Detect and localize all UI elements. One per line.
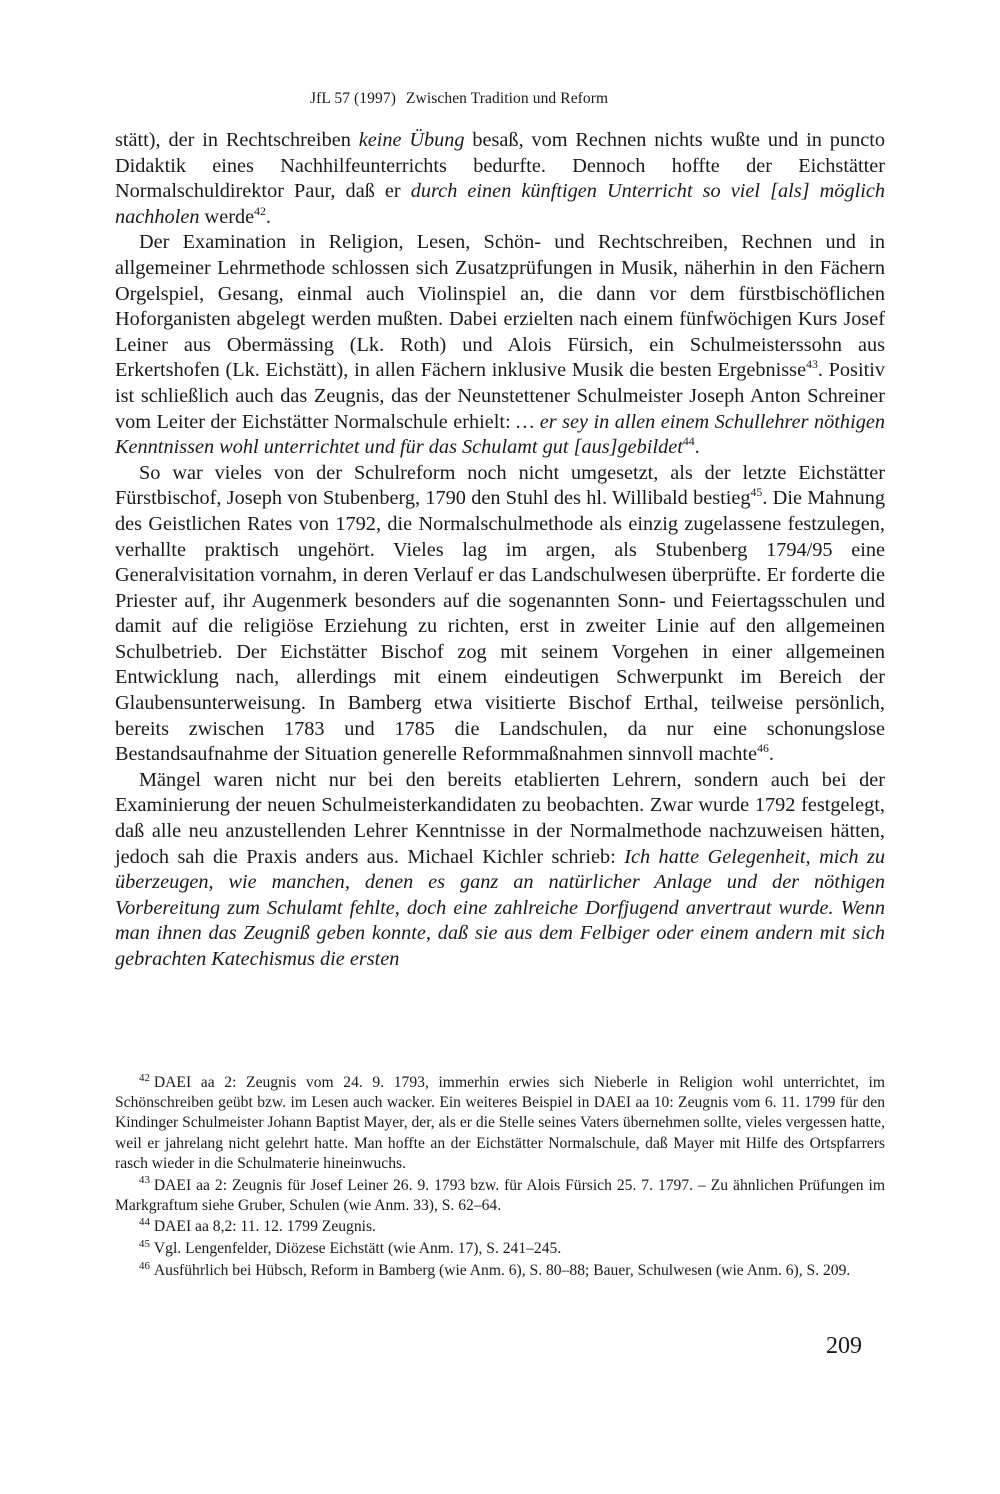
paragraph-4: Mängel waren nicht nur bei den bereits etablierten Lehrern, sondern auch bei der Examinierung der neuen Schulmeisterkandidaten zu beobachten. Zwar wurde 1792 festgelegt, daß alle neu anzustellenden Lehrer Kenntnisse in der Normalmethode nachzuweisen hätten, jedoch sah die Praxis anders aus. Michael Kichler schrieb: Ich hatte Gelegenheit, mich zu überzeugen, wie manchen, denen es ganz an natürlicher Anlage und der nöthigen Vorbereitung zum Schulamt fehlte, doch eine zahlreiche Dorfjugend anvertraut wurde. Wenn man ihnen das Zeugniß geben konnte, daß sie aus dem Felbiger oder einem andern mit sich gebrachten Katechismus die ersten (115, 768, 885, 970)
paragraph-2: Der Examination in Religion, Lesen, Schön- und Rechtschreiben, Rechnen und in allgemeiner Lehrmethode schlossen sich Zusatzprüfungen in Musik, näherhin in den Fächern Orgelspiel, Gesang, einmal auch Violinspiel an, die dann vor dem fürstbischöflichen Hoforganisten abgelegt werden mußten. Dabei erzielten nach einem fünfwöchigen Kurs Josef Leiner aus Obermässing (Lk. Roth) und Alois Fürsich, ein Schulmeisterssohn aus Erkertshofen (Lk. Eichstätt), in allen Fächern inklusive Musik die besten Ergebnisse$^{43}$. Positiv ist schließlich auch das Zeugnis, das der Neunstettener Schulmeister Joseph Anton Schreiner vom Leiter der Eichstätter Normalschule erhielt: … er sey in allen einem Schullehrer nöthigen Kenntnissen wohl unterrichtet und für das Schulamt gut [aus]gebildet$^{44}$. (115, 231, 885, 459)
italic-quote: durch einen künftigen Unterricht so viel [als] möglich nachholen (115, 180, 886, 228)
footnote-44 (115, 1217, 885, 1237)
footnote-ref-42: 42 (254, 205, 266, 219)
footnote-ref-45: 45 (750, 486, 763, 500)
footnote-text: Ausführlich bei Hübsch, Reform in Bamberg (wie Anm. 6), S. 80–88; Bauer, Schulwesen (wie Anm. 6), S. 209. (153, 1261, 851, 1279)
italic-quote: keine Übung (358, 129, 465, 151)
footnote-ref-46: 46 (757, 742, 769, 756)
body-text (115, 128, 885, 973)
footnote-ref-44: 44 (682, 435, 695, 449)
paragraph-1: stätt), der in Rechtschreiben keine Übung besaß, vom Rechnen nichts wußte und in puncto Didaktik eines Nachhilfeunterrichts bedurfte. Dennoch hoffte der Eichstätter Normalschuldirektor Paur, daß er durch einen künftigen Unterricht so viel [als] möglich nachholen werde$^{42}$. (115, 129, 886, 228)
footnote-46 (115, 1261, 885, 1281)
footnote-text: DAEI aa 2: Zeugnis vom 24. 9. 1793, immerhin erwies sich Nieberle in Religion wohl unterrichtet, im Schönschreiben geübt bzw. im Lesen auch wacker. Ein weiteres Beispiel in DAEI aa 10: Zeugnis vom 6. 11. 1799 für den Kindinger Schulmeister Johann Baptist Mayer, der, als er die Stelle seines Vaters übernehmen sollte, vieles vergessen hatte, weil er jahrelang nicht gelehrt hatte. Man hoffte an der Eichstätter Normalschule, daß Mayer mit Hilfe des Ortspfarrers rasch wieder in die Schulmaterie hineinwuchs. (115, 1074, 885, 1172)
footnotes (115, 1073, 885, 1283)
footnote-number: 44 (139, 1216, 150, 1229)
running-head (310, 90, 608, 108)
paragraph-3: So war vieles von der Schulreform noch nicht umgesetzt, als der letzte Eichstätter Fürstbischof, Joseph von Stubenberg, 1790 den Stuhl des hl. Willibald bestieg$^{45}$. Die Mahnung des Geistlichen Rates von 1792, die Normalschulmethode als einzig zugelassene festzulegen, verhallte praktisch ungehört. Vieles lag im argen, als Stubenberg 1794/95 eine Generalvisitation vornahm, in deren Verlauf er das Landschulwesen überprüfte. Er forderte die Priester auf, ihr Augenmerk besonders auf die sogenannten Sonn- und Feiertagsschulen und damit auf die religiöse Erziehung zu richten, erst in zweiter Linie auf den allgemeinen Schulbetrieb. Der Eichstätter Bischof zog mit seinem Vorgehen in einer allgemeinen Entwicklung nach, allerdings mit einem eindeutigen Schwerpunkt im Bereich der Glaubensunterweisung. In Bamberg etwa visitierte Bischof Erthal, teilweise persönlich, bereits zwischen 1783 und 1785 die Landschulen, da nur eine schonungslose Bestandsaufnahme der Situation generelle Reformmaßnahmen sinnvoll machte$^{46}$. (115, 461, 885, 766)
running-title: Zwischen Tradition und Reform (405, 90, 609, 107)
footnote-number: 46 (139, 1259, 150, 1272)
footnote-number: 43 (139, 1174, 150, 1187)
journal-reference: JfL 57 (1997) (310, 90, 396, 107)
footnote-text: DAEI aa 8,2: 11. 12. 1799 Zeugnis. (153, 1218, 376, 1236)
footnote-ref-43: 43 (806, 358, 818, 372)
footnote-42 (115, 1073, 885, 1174)
footnote-text: Vgl. Lengenfelder, Diözese Eichstätt (wie Anm. 17), S. 241–245. (153, 1240, 562, 1258)
footnote-number: 45 (139, 1237, 150, 1250)
footnote-text: DAEI aa 2: Zeugnis für Josef Leiner 26. 9. 1793 bzw. für Alois Fürsich 25. 7. 1797. – Zu ähnlichen Prüfungen im Markgraftum siehe Gruber, Schulen (wie Anm. 33), S. 62–64. (115, 1176, 885, 1214)
italic-quote: Ich hatte Gelegenheit, mich zu überzeugen, wie manchen, denen es ganz an natürlicher Anlage und der nöthigen Vorbereitung zum Schulamt fehlte, doch eine zahlreiche Dorfjugend anvertraut wurde. Wenn man ihnen das Zeugniß geben konnte, daß sie aus dem Felbiger oder einem andern mit sich gebrachten Katechismus die ersten (115, 845, 885, 970)
italic-quote: … er sey in allen einem Schullehrer nöthigen Kenntnissen wohl unterrichtet und für das Schulamt gut [aus]gebildet (115, 410, 885, 459)
footnote-43 (115, 1176, 885, 1216)
footnote-45 (115, 1239, 885, 1259)
page-number: 209 (826, 1333, 862, 1359)
footnote-number: 42 (139, 1071, 150, 1084)
